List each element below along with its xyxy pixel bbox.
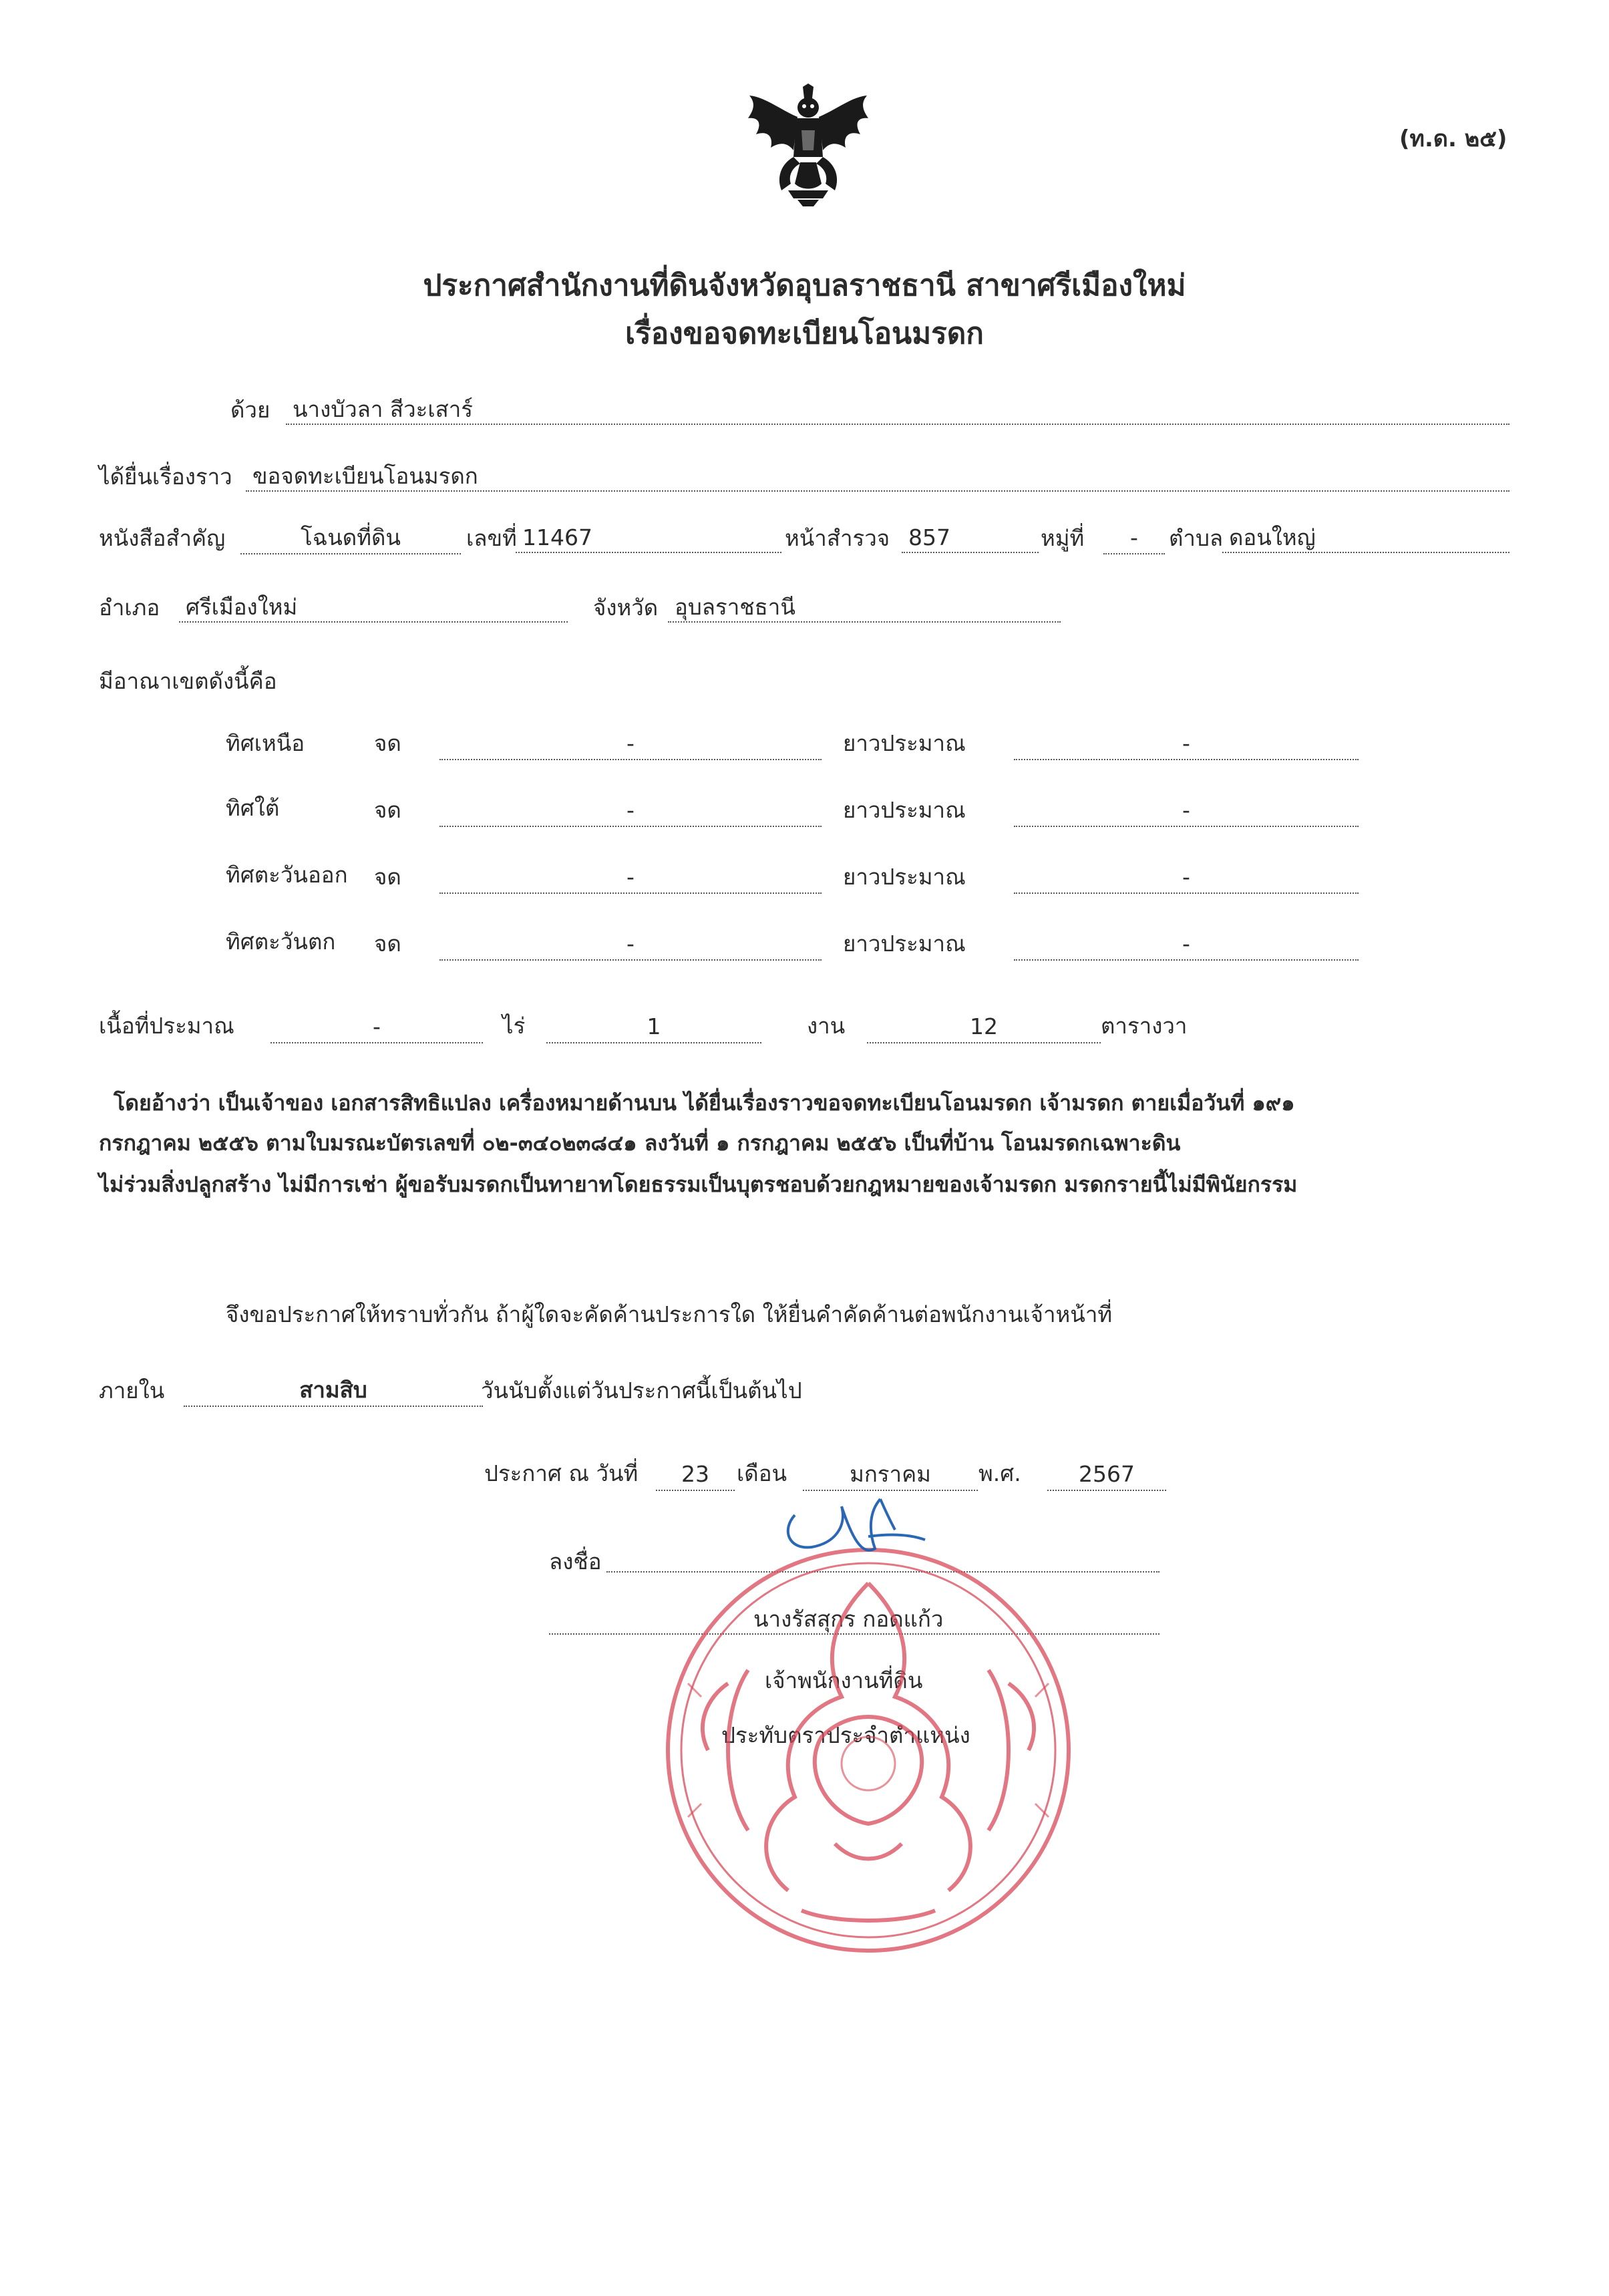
applicant-label: ด้วย: [230, 397, 271, 423]
rai-field: 1: [546, 1011, 761, 1043]
form-code: (ท.ด. ๒๕): [1399, 126, 1507, 152]
statement-line: ไม่ร่วมสิ่งปลูกสร้าง ไม่มีการเช่า ผู้ขอรับมรดกเป็นทายาทโดยธรรมเป็นบุตรชอบด้วยกฎหมายของเจ้ามรดก มรดกรายนี้ไม่มีพินัยกรรม: [99, 1172, 1298, 1197]
amphoe-label: อำเภอ: [99, 595, 160, 621]
date-year-field: 2567: [1047, 1459, 1166, 1491]
statement-line: กรกฎาคม ๒๕๕๖ ตามใบมรณะบัตรเลขที่ ๐๒-๓๔๐๒๓๘๔๑ ลงวันที่ ๑ กรกฎาคม ๒๕๕๖ เป็นที่บ้าน โอนมรดกเฉพาะดิน: [99, 1130, 1181, 1156]
tambon-field: ดอนใหญ่: [1222, 522, 1509, 553]
area-field: -: [271, 1011, 483, 1043]
sign-label: ลงชื่อ: [549, 1548, 602, 1575]
page-title: ประกาศสำนักงานที่ดินจังหวัดอุบลราชธานี สาขาศรีเมืองใหม่: [423, 269, 1186, 303]
province-field: อุบลราชธานี: [668, 592, 1061, 623]
request-label: ได้ยื่นเรื่องราว: [99, 464, 232, 490]
square-wa-label: ตารางวา: [1101, 1013, 1188, 1039]
request-field: ขอจดทะเบียนโอนมรดก: [246, 461, 1509, 492]
boundary-adjoin-label: จด: [374, 864, 401, 890]
garuda-emblem-icon: [741, 84, 875, 207]
boundary-length-label: ยาวประมาณ: [843, 797, 966, 823]
date-year-label: พ.ศ.: [978, 1460, 1021, 1486]
province-label: จังหวัด: [593, 595, 659, 621]
boundary-length-label: ยาวประมาณ: [843, 730, 966, 756]
boundary-length-label: ยาวประมาณ: [843, 931, 966, 957]
period-label: ภายใน: [99, 1377, 165, 1404]
area-label: เนื้อที่ประมาณ: [99, 1013, 234, 1039]
moo-field: -: [1103, 522, 1165, 554]
boundary-adjoin-label: จด: [374, 931, 401, 957]
ngan-field: 12: [867, 1011, 1101, 1043]
boundary-length-label: ยาวประมาณ: [843, 864, 966, 890]
date-month-field: มกราคม: [803, 1459, 978, 1491]
signer-name-line: [549, 1633, 1159, 1635]
amphoe-field: ศรีเมืองใหม่: [179, 592, 568, 623]
boundary-length-field: -: [1014, 862, 1359, 894]
stamp-note: ประทับตราประจำตำแหน่ง: [721, 1722, 970, 1748]
boundary-direction: ทิศตะวันออก: [226, 862, 348, 888]
signature-line: [606, 1571, 1159, 1573]
period-field: สามสิบ: [184, 1375, 483, 1407]
document-number-field: 11467: [516, 522, 781, 553]
signer-name: นางรัสสุกร กอดแก้ว: [753, 1606, 944, 1632]
boundary-length-field: -: [1014, 795, 1359, 827]
statement-line: โดยอ้างว่า เป็นเจ้าของ เอกสารสิทธิแปลง เครื่องหมายด้านบน ได้ยื่นเรื่องราวขอจดทะเบียนโอนมรดก เจ้ามรดก ตายเมื่อวันที่ ๑๙๑: [114, 1090, 1295, 1116]
boundary-adjoins-field: -: [439, 728, 822, 760]
document-label: หนังสือสำคัญ: [99, 525, 226, 551]
applicant-name-field: นางบัวลา สีวะเสาร์: [286, 394, 1509, 425]
tambon-label: ตำบล: [1169, 525, 1224, 551]
boundary-adjoins-field: -: [439, 862, 822, 894]
date-day-field: 23: [656, 1459, 735, 1491]
boundary-adjoins-field: -: [439, 795, 822, 827]
handwritten-signature: [788, 1499, 925, 1550]
ngan-label: งาน: [807, 1013, 846, 1039]
survey-page-label: หน้าสำรวจ: [785, 525, 890, 551]
boundary-direction: ทิศเหนือ: [226, 730, 305, 756]
page-subtitle: เรื่องขอจดทะเบียนโอนมรดก: [625, 317, 984, 351]
boundary-direction: ทิศตะวันตก: [226, 929, 336, 955]
date-month-label: เดือน: [737, 1460, 787, 1486]
notice-text: จึงขอประกาศให้ทราบทั่วกัน ถ้าผู้ใดจะคัดค้านประการใด ให้ยื่นคำคัดค้านต่อพนักงานเจ้าหน้าที่: [226, 1301, 1113, 1327]
rai-label: ไร่: [502, 1013, 526, 1039]
boundary-adjoins-field: -: [439, 929, 822, 961]
survey-page-field: 857: [902, 522, 1039, 553]
boundary-adjoin-label: จด: [374, 730, 401, 756]
boundary-length-field: -: [1014, 929, 1359, 961]
boundaries-label: มีอาณาเขตดังนี้คือ: [99, 668, 277, 694]
moo-label: หมู่ที่: [1041, 525, 1085, 551]
boundary-direction: ทิศใต้: [226, 795, 280, 821]
document-type-field: โฉนดที่ดิน: [240, 522, 461, 554]
signer-position: เจ้าพนักงานที่ดิน: [765, 1667, 923, 1693]
document-number-label: เลขที่: [466, 525, 517, 551]
boundary-length-field: -: [1014, 728, 1359, 760]
boundary-adjoin-label: จด: [374, 797, 401, 823]
period-suffix: วันนับตั้งแต่วันประกาศนี้เป็นต้นไป: [481, 1377, 802, 1404]
date-label: ประกาศ ณ วันที่: [484, 1460, 639, 1486]
